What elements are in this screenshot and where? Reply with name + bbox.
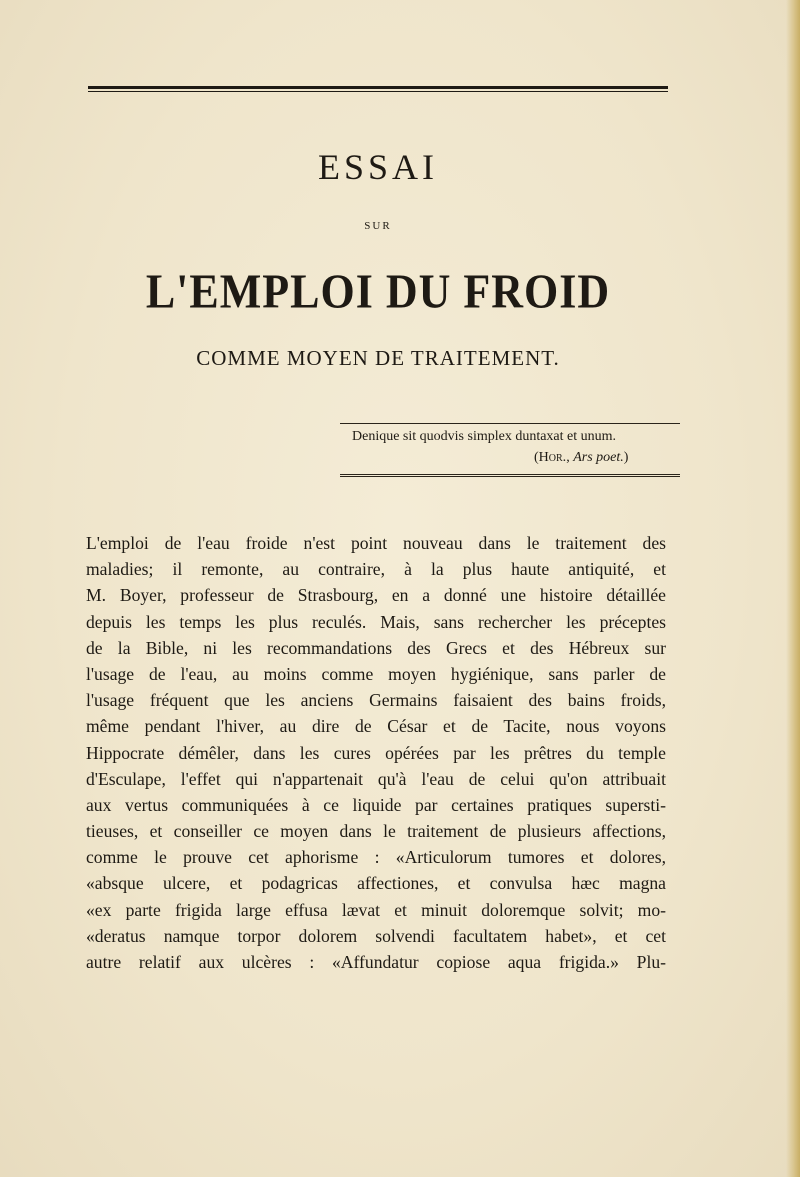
epigraph-rule-bottom [340,474,680,476]
text-line: depuis les temps les plus reculés. Mais, sans rechercher les préceptes [86,611,666,632]
title-essai: ESSAI [317,147,439,187]
text-line: de la Bible, ni les recommandations des Grecs et des Hébreux sur [86,637,666,658]
text-line: comme le prouve cet aphorisme : «Articulorum tumores et dolores, [86,847,666,868]
text-line: aux vertus communiquées à ce liquide par certaines pratiques supersti- [86,794,666,815]
text-line: «absque ulcere, et podagricas affectiones, et convulsa hæc magna [86,873,666,894]
text-line: Hippocrate démêler, dans les cures opérées par les prêtres du temple [86,742,666,763]
title-sur: SUR [364,220,392,232]
text-line: «ex parte frigida large effusa lævat et minuit doloremque solvit; mo- [86,899,666,920]
page-edge [786,0,800,1177]
text-line: l'usage fréquent que les anciens Germains faisaient des bains froids, [86,690,666,711]
epigraph-source-sep: , [566,450,574,465]
title-main: L'EMPLOI DU FROID [145,264,611,319]
header-rule [88,86,668,92]
text-line: autre relatif aux ulcères : «Affundatur copiose aqua frigida.» Plu- [86,952,666,972]
text-line: maladies; il remonte, au contraire, à la plus haute antiquité, et [86,559,666,580]
text-line: tieuses, et conseiller ce moyen dans le traitement de plusieurs affections, [86,821,666,842]
text-line: M. Boyer, professeur de Strasbourg, en a donné une histoire détaillée [86,585,666,606]
title-subtitle: COMME MOYEN DE TRAITEMENT. [196,346,560,370]
text-line: «deratus namque torpor dolorem solvendi facultatem habet», et cet [86,925,666,946]
text-line: L'emploi de l'eau froide n'est point nouveau dans le traitement des [86,533,666,553]
body-paragraph [86,530,666,975]
epigraph-source-close: ) [623,450,629,465]
epigraph-rule-top [340,423,680,424]
epigraph-work: Ars poet. [573,450,624,465]
epigraph-author: Hor. [538,450,567,465]
epigraph-source [534,450,628,466]
epigraph-source-open: ( [534,450,539,465]
epigraph-quote: Denique sit quodvis simplex duntaxat et unum. [352,429,617,444]
text-line: même pendant l'hiver, au dire de César et de Tacite, nous voyons [86,716,666,737]
text-line: l'usage de l'eau, au moins comme moyen hygiénique, sans parler de [86,663,666,684]
text-line: d'Esculape, l'effet qui n'appartenait qu'à l'eau de celui qu'on attribuait [86,768,666,789]
